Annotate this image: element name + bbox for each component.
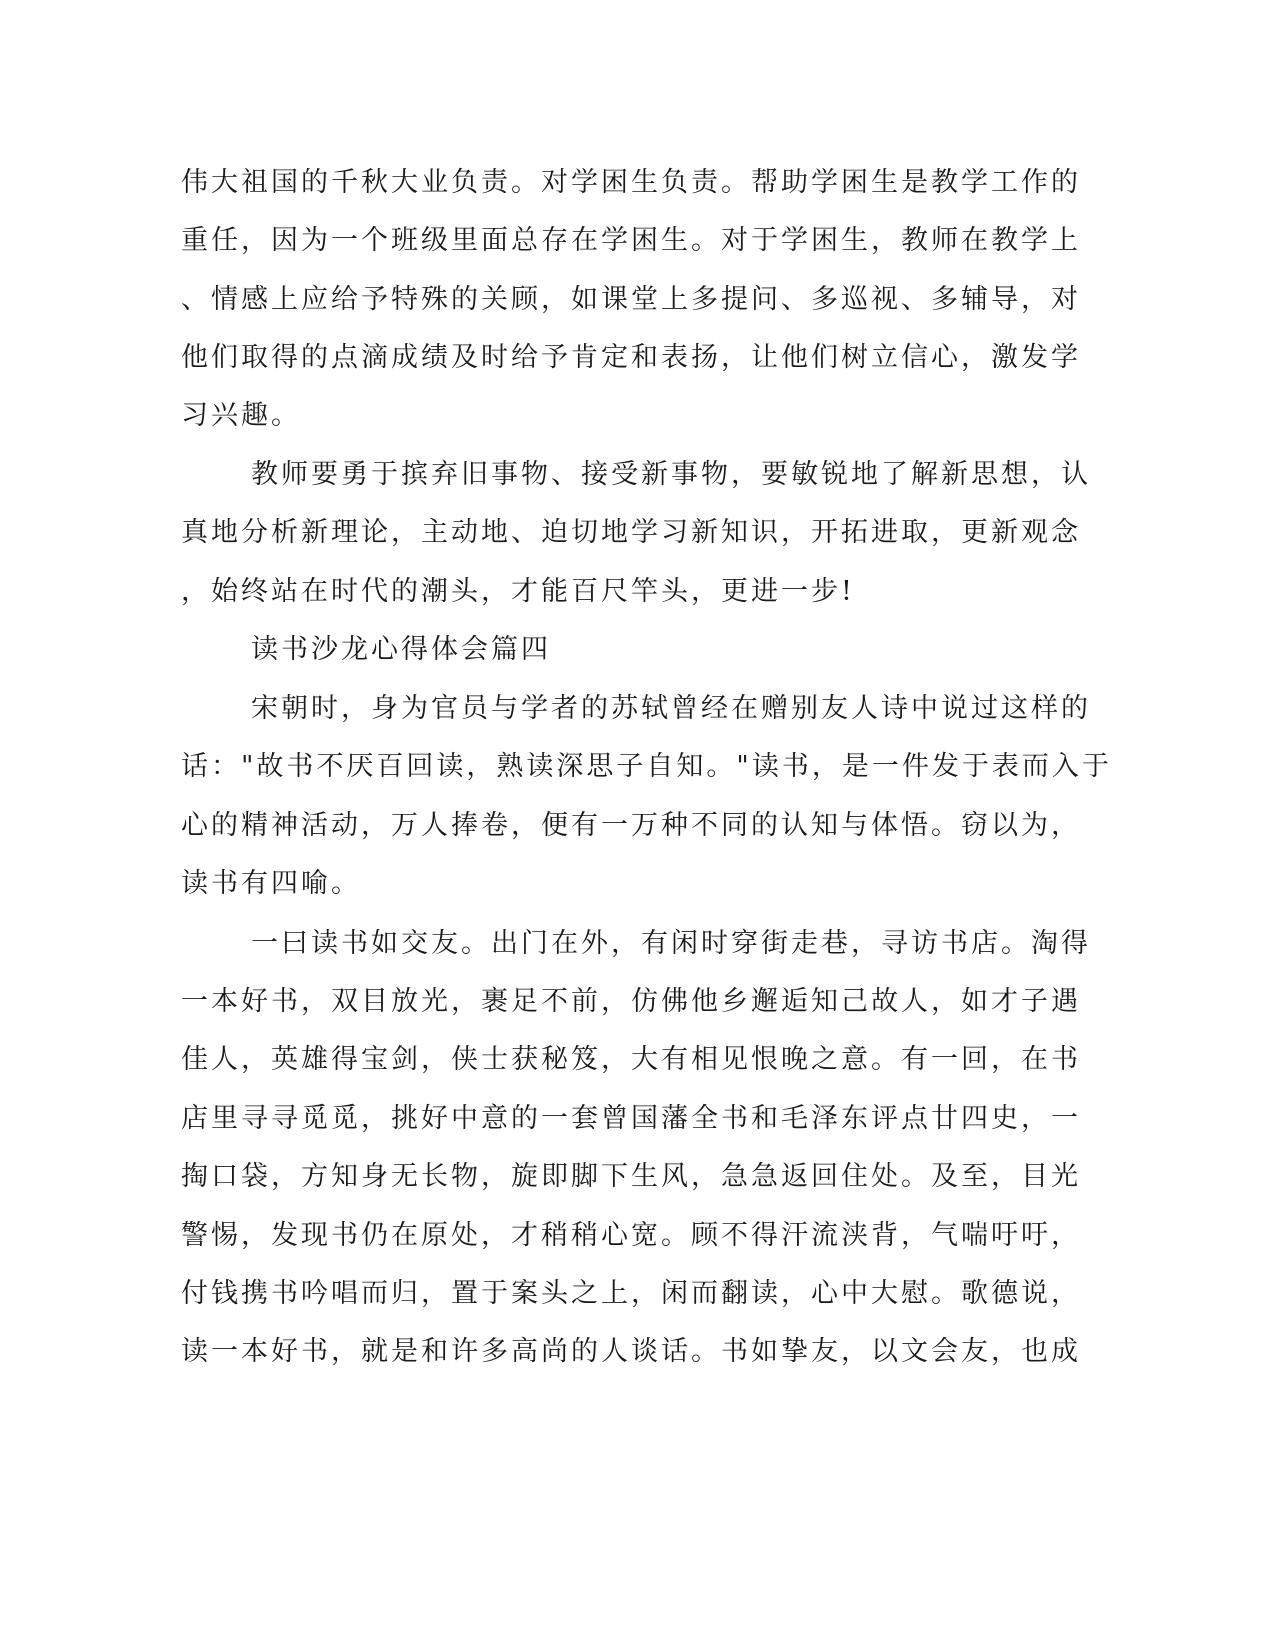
text-line: 店里寻寻觅觅，挑好中意的一套曾国藩全书和毛泽东评点廿四史，一 bbox=[181, 1103, 1081, 1134]
text-line: 读书有四喻。 bbox=[181, 868, 361, 899]
text-line: 、情感上应给予特殊的关顾，如课堂上多提问、多巡视、多辅导，对 bbox=[181, 284, 1081, 315]
text-line: 掏口袋，方知身无长物，旋即脚下生风，急急返回住处。及至，目光 bbox=[181, 1161, 1081, 1192]
text-line: 真地分析新理论，主动地、迫切地学习新知识，开拓进取，更新观念 bbox=[181, 517, 1081, 548]
text-line: 伟大祖国的千秋大业负责。对学困生负责。帮助学困生是教学工作的 bbox=[181, 167, 1081, 198]
paragraph-first-line: 宋朝时，身为官员与学者的苏轼曾经在赠别友人诗中说过这样的 bbox=[251, 693, 1091, 724]
text-line: 话："故书不厌百回读，熟读深思子自知。"读书，是一件发于表而入于 bbox=[181, 751, 1112, 782]
text-line: ，始终站在时代的潮头，才能百尺竿头，更进一步! bbox=[181, 576, 855, 607]
paragraph-first-line: 教师要勇于摈弃旧事物、接受新事物，要敏锐地了解新思想，认 bbox=[251, 459, 1091, 490]
text-line: 重任，因为一个班级里面总存在学困生。对于学困生，教师在教学上 bbox=[181, 225, 1081, 256]
paragraph-first-line: 一曰读书如交友。出门在外，有闲时穿街走巷，寻访书店。淘得 bbox=[251, 928, 1091, 959]
text-line: 付钱携书吟唱而归，置于案头之上，闲而翻读，心中大慰。歌德说， bbox=[181, 1278, 1081, 1309]
text-line: 他们取得的点滴成绩及时给予肯定和表扬，让他们树立信心，激发学 bbox=[181, 342, 1081, 373]
text-line: 佳人，英雄得宝剑，侠士获秘笈，大有相见恨晚之意。有一回，在书 bbox=[181, 1044, 1081, 1075]
section-heading: 读书沙龙心得体会篇四 bbox=[251, 634, 551, 665]
text-line: 警惕，发现书仍在原处，才稍稍心宽。顾不得汗流浃背，气喘吁吁， bbox=[181, 1220, 1081, 1251]
text-line: 习兴趣。 bbox=[181, 400, 301, 431]
text-line: 读一本好书，就是和许多高尚的人谈话。书如挚友，以文会友，也成 bbox=[181, 1336, 1081, 1367]
text-line: 心的精神活动，万人捧卷，便有一万种不同的认知与体悟。窃以为， bbox=[181, 810, 1081, 841]
text-line: 一本好书，双目放光，裹足不前，仿佛他乡邂逅知己故人，如才子遇 bbox=[181, 986, 1081, 1017]
